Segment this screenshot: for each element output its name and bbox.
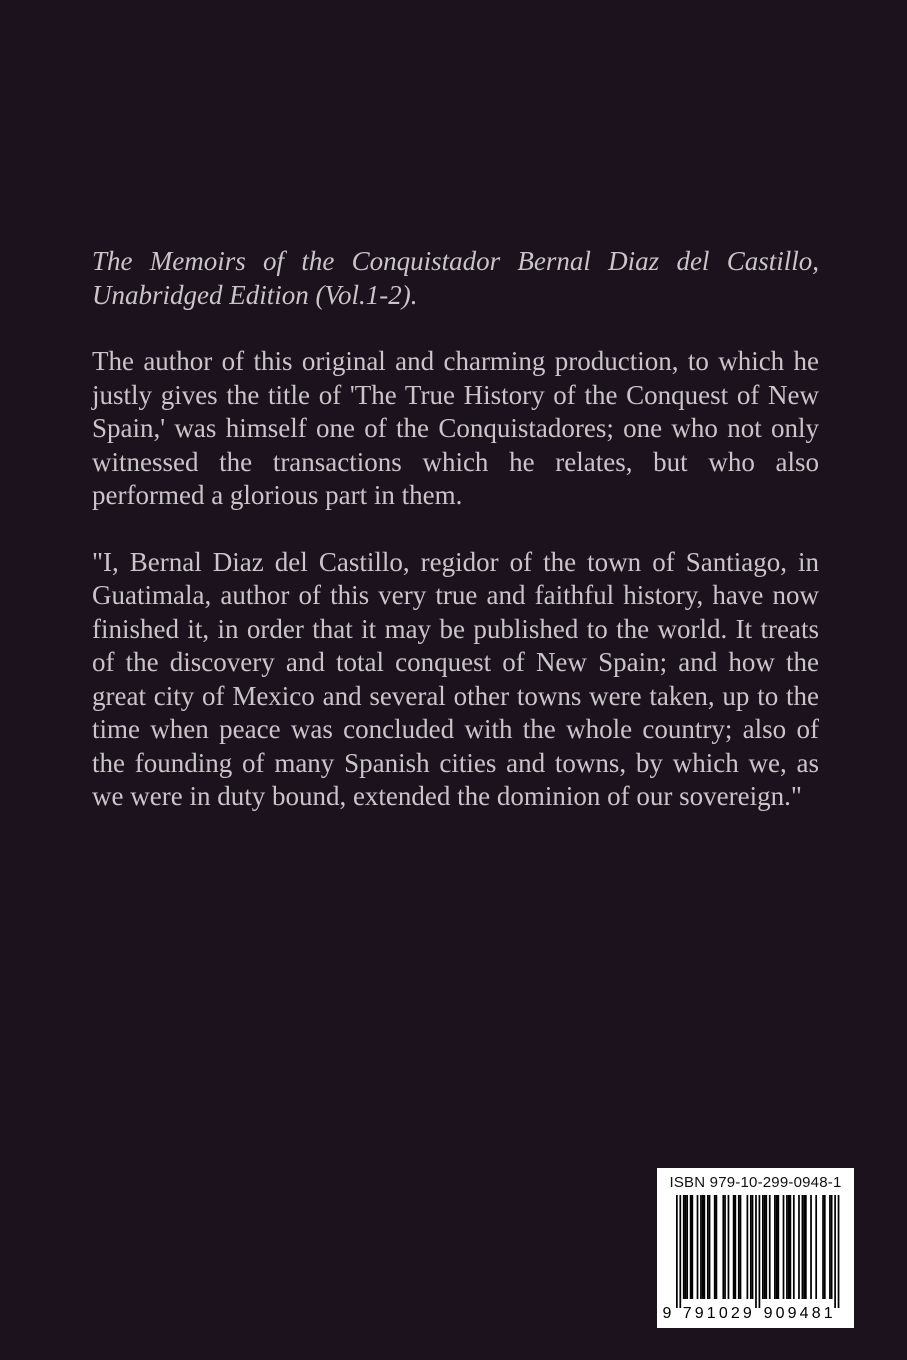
barcode-bar bbox=[786, 1195, 788, 1299]
barcode-bar bbox=[691, 1195, 693, 1299]
barcode-bar bbox=[707, 1195, 709, 1299]
barcode-bar bbox=[702, 1195, 704, 1299]
barcode-bar bbox=[815, 1195, 817, 1299]
book-title: The Memoirs of the Conquistador Bernal Diaz del Castillo, Unabridged Edition (Vol.1-2). bbox=[92, 246, 819, 310]
barcode-digit: 8 bbox=[811, 1305, 821, 1322]
barcode-bar bbox=[762, 1195, 764, 1299]
barcode-bar bbox=[765, 1195, 767, 1299]
barcode-bar bbox=[686, 1195, 688, 1299]
barcode-bar bbox=[798, 1195, 800, 1299]
barcode-bar bbox=[755, 1195, 757, 1308]
barcode-bar bbox=[802, 1195, 804, 1299]
barcode-bar bbox=[759, 1195, 761, 1308]
barcode-bar bbox=[734, 1195, 736, 1299]
barcode-bar bbox=[822, 1195, 824, 1299]
barcode-bar bbox=[752, 1195, 754, 1299]
barcode-bar bbox=[722, 1195, 724, 1299]
barcode-digit: 1 bbox=[823, 1305, 833, 1322]
barcode-bar bbox=[747, 1195, 749, 1299]
barcode-bar bbox=[733, 1195, 735, 1299]
barcode-bar bbox=[709, 1195, 711, 1299]
barcode-bar bbox=[750, 1195, 752, 1299]
barcode-bar bbox=[838, 1195, 840, 1308]
barcode-bar bbox=[776, 1195, 778, 1299]
barcode-digit: 9 bbox=[763, 1305, 773, 1322]
barcode-bar bbox=[740, 1195, 742, 1299]
description-paragraph-2: "I, Bernal Diaz del Castillo, regidor of the town of Santiago, in Guatimala, author of this very true and faithful history, have now finished it, in order that it may be published to the world. It treats of the discovery and total conquest of New Spain; and how the great city of Mexico and several other towns were taken, up to the time when peace was concluded with the whole country; also of the founding of many Spanish cities and towns, by which we, as we were in duty bound, extended the dominion of our sovereign." bbox=[92, 546, 819, 811]
barcode-bar bbox=[829, 1195, 831, 1299]
barcode-bar bbox=[824, 1195, 826, 1299]
barcode-bar bbox=[790, 1195, 792, 1299]
barcode-bar bbox=[700, 1195, 702, 1299]
barcode-bar bbox=[803, 1195, 805, 1299]
barcode-bar bbox=[697, 1195, 699, 1299]
barcode-bar bbox=[704, 1195, 706, 1299]
barcode-bar bbox=[793, 1195, 795, 1299]
barcode-digit: 4 bbox=[799, 1305, 809, 1322]
barcode-bar bbox=[810, 1195, 812, 1299]
barcode-bar bbox=[685, 1195, 687, 1299]
barcode-bar bbox=[714, 1195, 716, 1299]
barcode-bar bbox=[738, 1195, 740, 1299]
barcode-digit: 9 bbox=[787, 1305, 797, 1322]
barcode-bar bbox=[834, 1195, 836, 1308]
barcode-bar bbox=[774, 1195, 776, 1299]
barcode-bar bbox=[728, 1195, 730, 1299]
barcode-digit: 7 bbox=[682, 1305, 692, 1322]
barcode-bar bbox=[831, 1195, 833, 1299]
description-paragraph-1: The author of this original and charming production, to which he justly gives the title of 'The True History of the Conquest of New Spain,' was himself one of the Conquistadores; one who not only witnessed the transactions which he relates, but who also performed a glorious part in them. bbox=[92, 346, 819, 510]
barcode-digit: 0 bbox=[718, 1305, 728, 1322]
barcode-graphic bbox=[657, 1168, 854, 1328]
barcode-bar bbox=[716, 1195, 718, 1299]
barcode-bar bbox=[769, 1195, 771, 1299]
barcode-bar bbox=[724, 1195, 726, 1299]
barcode-bar bbox=[783, 1195, 785, 1299]
barcode-bar bbox=[788, 1195, 790, 1299]
barcode-digit: 9 bbox=[694, 1305, 704, 1322]
barcode-bar bbox=[805, 1195, 807, 1299]
barcode-bar bbox=[679, 1195, 681, 1308]
isbn-label: ISBN 979-10-299-0948-1 bbox=[669, 1174, 842, 1191]
description-block bbox=[92, 245, 819, 814]
barcode-digit: 1 bbox=[706, 1305, 716, 1322]
barcode-digit: 2 bbox=[730, 1305, 740, 1322]
isbn-barcode bbox=[657, 1168, 854, 1328]
barcode-digit: 9 bbox=[662, 1305, 672, 1322]
barcode-bar bbox=[683, 1195, 685, 1299]
barcode-bar bbox=[777, 1195, 779, 1299]
barcode-digit: 9 bbox=[742, 1305, 752, 1322]
barcode-digit: 0 bbox=[775, 1305, 785, 1322]
barcode-bar bbox=[676, 1195, 678, 1308]
barcode-bar bbox=[690, 1195, 692, 1299]
barcode-bar bbox=[764, 1195, 766, 1299]
